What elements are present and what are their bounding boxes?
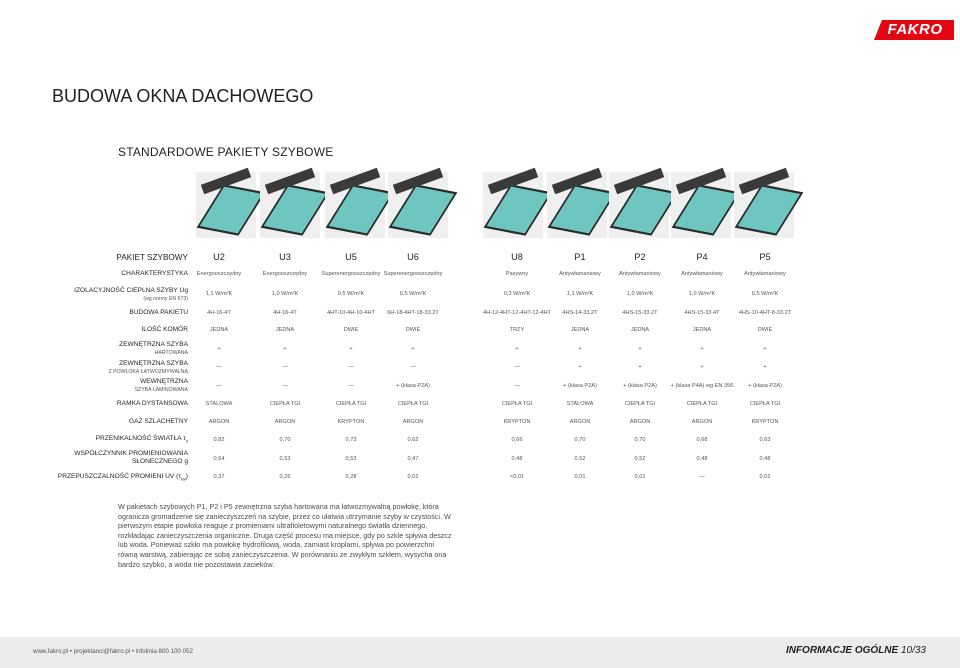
column-header-u2: U2 xyxy=(213,252,225,262)
cell-powloka-u3: — xyxy=(282,364,288,370)
column-header-p1: P1 xyxy=(574,252,586,262)
row-label-ramka: RAMKA DYSTANSOWA xyxy=(116,400,188,407)
cell-hartowana-u6: + xyxy=(411,346,415,352)
cell-laminowana-u5: — xyxy=(348,383,354,389)
row-label-izolacyjnosc: IZOLACYJNOŚĆ CIEPLNA SZYBY Ug (wg normy EN 673) xyxy=(74,287,188,302)
cell-budowa-u6: 6H-18-4HT-18-33.2T xyxy=(387,310,439,316)
cell-komory-u3: JEDNA xyxy=(275,327,295,333)
cell-hartowana-p1: + xyxy=(578,346,582,352)
cell-komory-u8: TRZY xyxy=(509,327,525,333)
cell-ramka-u6: CIEPŁA TGI xyxy=(397,401,429,407)
cell-swiatlo-u3: 0,70 xyxy=(279,437,291,443)
cell-uv-p2: 0,01 xyxy=(634,474,646,480)
cell-izolacyjnosc-u3: 1,0 W/m²K xyxy=(271,291,299,297)
cell-swiatlo-u6: 0,62 xyxy=(407,437,419,443)
cell-hartowana-p5: + xyxy=(763,346,767,352)
page-title: BUDOWA OKNA DACHOWEGO xyxy=(52,86,314,106)
cell-ramka-u2: STALOWA xyxy=(205,401,233,407)
cell-hartowana-u3: + xyxy=(283,346,287,352)
cell-hartowana-p4: + xyxy=(700,346,704,352)
cell-promieniowanie-u2: 0,64 xyxy=(213,456,225,462)
cell-gaz-p2: ARGON xyxy=(629,419,651,425)
cell-ramka-u5: CIEPŁA TGI xyxy=(335,401,367,407)
cell-powloka-p2: + xyxy=(638,364,642,370)
cell-komory-p4: JEDNA xyxy=(692,327,712,333)
row-label-powloka: ZEWNĘTRZNA SZYBA Z POWŁOKĄ ŁATWOZMYWALNĄ xyxy=(108,360,188,375)
glazing-picture-u5 xyxy=(325,172,385,238)
cell-promieniowanie-u3: 0,53 xyxy=(279,456,291,462)
cell-promieniowanie-u5: 0,53 xyxy=(345,456,357,462)
cell-swiatlo-p2: 0,70 xyxy=(634,437,646,443)
cell-budowa-u3: 4H-16-4T xyxy=(273,310,297,316)
cell-ramka-p2: CIEPŁA TGI xyxy=(624,401,656,407)
column-header-p4: P4 xyxy=(696,252,708,262)
row-label-promieniowanie: WSPÓŁCZYNNIK PROMIENIOWANIA SŁONECZNEGO g xyxy=(74,450,188,465)
cell-charakterystyka-u8: Pasywny xyxy=(505,271,529,277)
cell-gaz-u2: ARGON xyxy=(208,419,230,425)
glazing-picture-u6 xyxy=(388,172,448,238)
cell-laminowana-u8: — xyxy=(514,383,520,389)
cell-izolacyjnosc-u5: 0,5 W/m²K xyxy=(337,291,365,297)
cell-promieniowanie-p1: 0,52 xyxy=(574,456,586,462)
cell-gaz-u3: ARGON xyxy=(274,419,296,425)
cell-charakterystyka-p2: Antywłamaniowy xyxy=(619,271,661,277)
cell-charakterystyka-p5: Antywłamaniowy xyxy=(744,271,786,277)
cell-promieniowanie-p5: 0,48 xyxy=(759,456,771,462)
cell-izolacyjnosc-u8: 0,3 W/m²K xyxy=(503,291,531,297)
cell-budowa-p2: 4HS-15-33.2T xyxy=(622,310,658,316)
column-header-u6: U6 xyxy=(407,252,419,262)
cell-komory-u5: DWIE xyxy=(343,327,359,333)
cell-hartowana-u8: + xyxy=(515,346,519,352)
cell-swiatlo-u2: 0,82 xyxy=(213,437,225,443)
row-label-hartowana: ZEWNĘTRZNA SZYBA HARTOWANA xyxy=(119,341,188,356)
cell-budowa-u2: 4H-16-4T xyxy=(207,310,231,316)
cell-gaz-p5: KRYPTON xyxy=(751,419,779,425)
cell-komory-u2: JEDNA xyxy=(209,327,229,333)
cell-hartowana-u2: + xyxy=(217,346,221,352)
cell-gaz-u6: ARGON xyxy=(402,419,424,425)
cell-budowa-u8: 4H-12-4HT-12-4HT-12-4HT xyxy=(482,310,552,316)
glazing-picture-p4 xyxy=(671,172,731,238)
cell-charakterystyka-p4: Antywłamaniowy xyxy=(681,271,723,277)
cell-promieniowanie-u8: 0,48 xyxy=(511,456,523,462)
column-header-u8: U8 xyxy=(511,252,523,262)
header-label: PAKIET SZYBOWY xyxy=(116,253,188,262)
cell-gaz-p4: ARGON xyxy=(691,419,713,425)
cell-izolacyjnosc-p1: 1,1 W/m²K xyxy=(566,291,594,297)
cell-powloka-u2: — xyxy=(216,364,222,370)
cell-izolacyjnosc-u6: 0,5 W/m²K xyxy=(399,291,427,297)
cell-promieniowanie-p4: 0,48 xyxy=(696,456,708,462)
column-header-p5: P5 xyxy=(759,252,771,262)
cell-budowa-u5: 4HT-10-4H-10-4HT xyxy=(327,310,375,316)
cell-uv-u2: 0,37 xyxy=(213,474,225,480)
cell-laminowana-p4: + (klasa P4A) wg EN 356 xyxy=(670,383,734,389)
row-label-uv: PRZEPUSZCZALNOŚĆ PROMIENI UV $(\tau_{uv})$ xyxy=(57,473,188,482)
glazing-picture-u3 xyxy=(260,172,320,238)
footer-contact: www.fakro.pl • projektanci@fakro.pl • infolinia 800 100 052 xyxy=(33,648,193,655)
cell-charakterystyka-u3: Energooszczędny xyxy=(262,271,308,277)
cell-budowa-p4: 4HS-15-33.4T xyxy=(684,310,720,316)
cell-swiatlo-p4: 0,68 xyxy=(696,437,708,443)
glazing-picture-p1 xyxy=(547,172,607,238)
cell-izolacyjnosc-p4: 1,0 W/m²K xyxy=(688,291,716,297)
cell-powloka-u5: — xyxy=(348,364,354,370)
cell-promieniowanie-u6: 0,47 xyxy=(407,456,419,462)
cell-laminowana-p2: + (klasa P2A) xyxy=(623,383,657,389)
cell-powloka-p1: + xyxy=(578,364,582,370)
cell-charakterystyka-u5: Superenergooszczędny xyxy=(321,271,381,277)
cell-gaz-u5: KRYPTON xyxy=(337,419,365,425)
column-header-u5: U5 xyxy=(345,252,357,262)
cell-uv-p5: 0,01 xyxy=(759,474,771,480)
cell-hartowana-p2: + xyxy=(638,346,642,352)
column-header-p2: P2 xyxy=(634,252,646,262)
cell-komory-u6: DWIE xyxy=(405,327,421,333)
cell-uv-u5: 0,28 xyxy=(345,474,357,480)
cell-ramka-p4: CIEPŁA TGI xyxy=(686,401,718,407)
cell-izolacyjnosc-u2: 1,1 W/m²K xyxy=(205,291,233,297)
cell-swiatlo-p1: 0,70 xyxy=(574,437,586,443)
cell-swiatlo-u5: 0,73 xyxy=(345,437,357,443)
cell-budowa-p1: 4HS-14-33.2T xyxy=(562,310,598,316)
footer-section: INFORMACJE OGÓLNE 10/33 xyxy=(785,645,926,656)
row-label-charakterystyka: CHARAKTERYSTYKA xyxy=(121,270,188,277)
cell-laminowana-u6: + (klasa P2A) xyxy=(396,383,430,389)
page-subtitle: STANDARDOWE PAKIETY SZYBOWE xyxy=(118,145,334,159)
glazing-picture-p5 xyxy=(734,172,794,238)
glazing-picture-p2 xyxy=(609,172,669,238)
cell-izolacyjnosc-p5: 0,5 W/m²K xyxy=(751,291,779,297)
cell-ramka-u3: CIEPŁA TGI xyxy=(269,401,301,407)
cell-komory-p2: JEDNA xyxy=(630,327,650,333)
cell-laminowana-u2: — xyxy=(216,383,222,389)
cell-laminowana-p5: + (klasa P2A) xyxy=(748,383,782,389)
cell-swiatlo-u8: 0,66 xyxy=(511,437,523,443)
cell-uv-u6: 0,01 xyxy=(407,474,419,480)
cell-laminowana-u3: — xyxy=(282,383,288,389)
row-label-gaz: GAZ SZLACHETNY xyxy=(129,418,188,425)
cell-gaz-u8: KRYPTON xyxy=(503,419,531,425)
cell-swiatlo-p5: 0,63 xyxy=(759,437,771,443)
cell-powloka-u8: — xyxy=(514,364,520,370)
cell-izolacyjnosc-p2: 1,0 W/m²K xyxy=(626,291,654,297)
cell-charakterystyka-u6: Superenergooszczędny xyxy=(383,271,443,277)
column-header-u3: U3 xyxy=(279,252,291,262)
cell-gaz-p1: ARGON xyxy=(569,419,591,425)
row-label-komory: ILOŚĆ KOMÓR xyxy=(141,326,188,333)
cell-charakterystyka-u2: Energooszczędny xyxy=(196,271,242,277)
glazing-picture-u8 xyxy=(483,172,543,238)
cell-budowa-p5: 4HS-10-4HT-8-33.2T xyxy=(738,310,792,316)
cell-uv-p4: — xyxy=(699,474,705,480)
cell-promieniowanie-p2: 0,52 xyxy=(634,456,646,462)
cell-komory-p1: JEDNA xyxy=(570,327,590,333)
cell-uv-p1: 0,01 xyxy=(574,474,586,480)
row-label-budowa: BUDOWA PAKIETU xyxy=(129,309,188,316)
description-paragraph: W pakietach szybowych P1, P2 i P5 zewnętrzna szyba hartowana ma łatwozmywalną powłokę, która ogranicza gromadzenie się zanieczyszczeń na szybie, przez co ułatwia utrzymanie szyby w czystości. W pierwszym etapie powłoka reaguje z promieniami ultrafioletowymi naturalnego światła dziennego, rozkładając zanieczyszczenia organiczne. Druga część procesu ma miejsce, gdy po szkle spływa deszcz lub woda. Ponieważ szkło ma powłokę hydrofilową, woda, zamiast kroplami, spływa po powierzchni równą warstwą, zabierając ze sobą zanieczyszczenia. W porównaniu ze zwykłym szkłem, wysycha ona bardzo szybko, a woda nie pozostawia zacieków. xyxy=(118,502,452,569)
cell-uv-u8: <0,01 xyxy=(509,474,525,480)
cell-ramka-p1: STALOWA xyxy=(566,401,594,407)
cell-charakterystyka-p1: Antywłamaniowy xyxy=(559,271,601,277)
row-label-laminowana: WEWNĘTRZNA SZYBA LAMINOWANA xyxy=(134,378,188,393)
glazing-picture-u2 xyxy=(196,172,256,238)
cell-uv-u3: 0,26 xyxy=(279,474,291,480)
row-label-swiatlo: PRZENIKALNOŚĆ ŚWIATŁA $\tau_v$ xyxy=(95,435,188,444)
cell-ramka-u8: CIEPŁA TGI xyxy=(501,401,533,407)
fakro-logo-text: FAKRO xyxy=(887,21,943,38)
cell-powloka-p4: + xyxy=(700,364,704,370)
cell-ramka-p5: CIEPŁA TGI xyxy=(749,401,781,407)
cell-komory-p5: DWIE xyxy=(757,327,773,333)
cell-hartowana-u5: + xyxy=(349,346,353,352)
cell-powloka-u6: — xyxy=(410,364,416,370)
cell-laminowana-p1: + (klasa P2A) xyxy=(563,383,597,389)
cell-powloka-p5: + xyxy=(763,364,767,370)
